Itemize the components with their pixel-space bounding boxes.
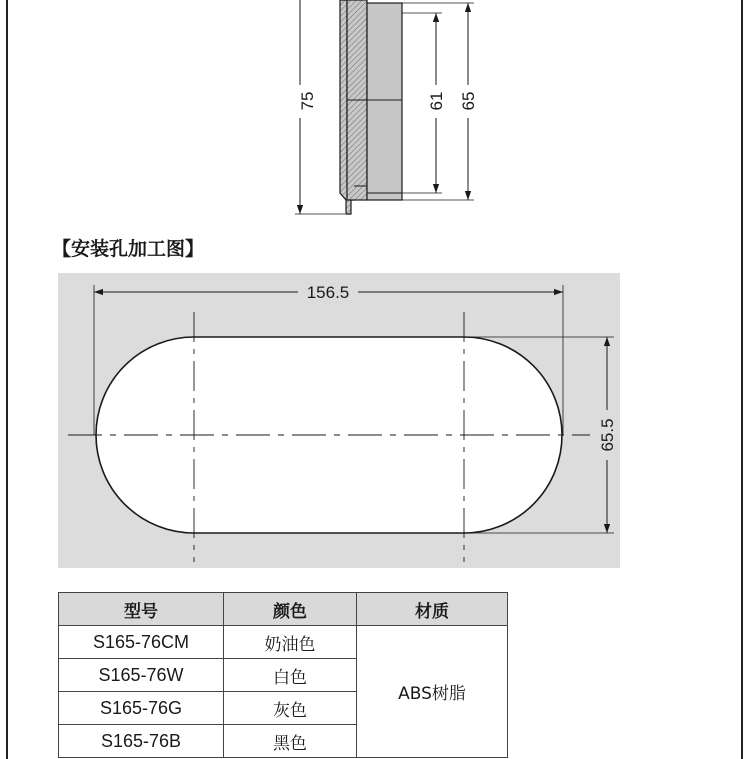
cell-material: ABS树脂: [357, 626, 508, 758]
cell-color: 白色: [224, 659, 357, 692]
spec-table: [58, 592, 508, 758]
cell-color: 灰色: [224, 692, 357, 725]
section-title: 【安装孔加工图】: [52, 238, 205, 260]
dim-61-label: 61: [427, 91, 446, 111]
dim-75-label: 75: [298, 91, 317, 111]
cell-color: 黑色: [224, 725, 357, 758]
dim-156-5-label: 156.5: [306, 283, 350, 302]
cell-model: S165-76G: [59, 692, 224, 725]
cell-model: S165-76W: [59, 659, 224, 692]
side-view-body: [367, 3, 402, 200]
dim-65-5-label: 65.5: [598, 418, 617, 452]
header-model: 型号: [59, 593, 224, 626]
cell-model: S165-76CM: [59, 626, 224, 659]
dim-65-label: 65: [459, 91, 478, 111]
table-header-row: [59, 593, 508, 626]
cell-model: S165-76B: [59, 725, 224, 758]
header-material: 材质: [357, 593, 508, 626]
header-color: 颜色: [224, 593, 357, 626]
cell-color: 奶油色: [224, 626, 357, 659]
side-view: [295, 0, 478, 214]
cutout-view: [58, 273, 620, 568]
table-row: [59, 626, 508, 659]
